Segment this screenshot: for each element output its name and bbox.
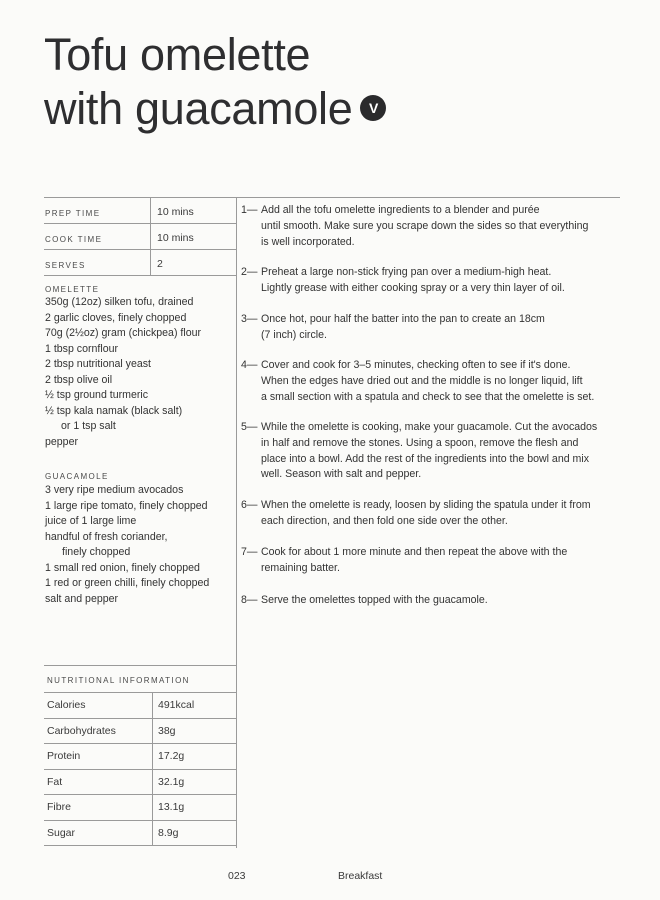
list-item: juice of 1 large lime — [45, 515, 137, 527]
method-step-5 — [241, 420, 621, 483]
nutrition-protein-value: 17.2g — [158, 750, 185, 762]
step-line: Cook for about 1 more minute and then repeat the above with the — [261, 546, 568, 558]
step-line: Add all the tofu omelette ingredients to a blender and purée — [261, 204, 540, 216]
step-line: Lightly grease with either cooking spray or a very thin layer of oil. — [261, 281, 565, 294]
step-line: Once hot, pour half the batter into the pan to create an 18cm — [261, 313, 545, 325]
step-line: When the omelette is ready, loosen by sliding the spatula under it from — [261, 499, 591, 511]
title-line-1: Tofu omelette — [44, 29, 311, 80]
method-step-2 — [241, 265, 621, 297]
list-item: 1 tbsp cornflour — [45, 342, 119, 355]
meta-prep-value: 10 mins — [157, 206, 194, 218]
step-number: 8— — [241, 594, 258, 606]
step-line: remaining batter. — [261, 561, 340, 574]
list-item: 1 large ripe tomato, finely chopped — [45, 499, 208, 512]
list-item: 1 small red onion, finely chopped — [45, 561, 200, 574]
step-number: 4— — [241, 359, 258, 371]
meta-serves-value: 2 — [157, 258, 163, 270]
meta-rule-3 — [44, 275, 236, 276]
list-item: handful of fresh coriander, — [45, 530, 168, 543]
nutrition-carbs-label: Carbohydrates — [47, 725, 116, 737]
nutrition-calories-value: 491kcal — [158, 699, 195, 711]
meta-rule-2 — [44, 249, 236, 250]
nutrition-label: NUTRITIONAL INFORMATION — [47, 676, 190, 685]
list-item: 2 tbsp olive oil — [45, 373, 113, 386]
method-step-4 — [241, 358, 621, 405]
nutrition-rule-6 — [44, 820, 236, 821]
method-step-1 — [241, 203, 621, 250]
method-step-7 — [241, 545, 621, 577]
nutrition-calories-label: Calories — [47, 699, 86, 711]
nutrition-rule-3 — [44, 743, 236, 744]
method-step-3 — [241, 312, 621, 344]
step-line: until smooth. Make sure you scrape down the sides so that everything — [261, 219, 589, 232]
nutrition-divider — [152, 693, 153, 846]
nutrition-protein-label: Protein — [47, 750, 81, 762]
list-item: pepper — [45, 435, 78, 448]
step-line: in half and remove the stones. Using a spoon, remove the flesh and — [261, 436, 579, 449]
meta-cook-value: 10 mins — [157, 232, 194, 244]
step-line: While the omelette is cooking, make your guacamole. Cut the avocados — [261, 421, 598, 433]
method-step-6 — [241, 498, 621, 530]
nutrition-carbs-value: 38g — [158, 725, 176, 737]
top-rule — [44, 197, 620, 198]
nutrition-rule-1 — [44, 692, 236, 693]
step-line: Preheat a large non-stick frying pan over a medium-high heat. — [261, 266, 552, 278]
nutrition-sugar-value: 8.9g — [158, 827, 179, 839]
nutrition-sugar-label: Sugar — [47, 827, 76, 839]
list-item: ½ tsp ground turmeric — [45, 389, 149, 401]
step-line: is well incorporated. — [261, 235, 355, 248]
step-line: well. Season with salt and pepper. — [261, 468, 422, 481]
nutrition-fibre-value: 13.1g — [158, 801, 185, 813]
step-number: 2— — [241, 266, 258, 278]
omelette-label: OMELETTE — [45, 285, 100, 294]
step-line: Serve the omelettes topped with the guacamole. — [261, 594, 488, 606]
column-divider — [236, 198, 237, 848]
list-item: salt and pepper — [45, 592, 119, 605]
step-number: 3— — [241, 313, 258, 325]
nutrition-rule-7 — [44, 845, 236, 846]
step-line: a small section with a spatula and check to see that the omelette is set. — [261, 390, 595, 403]
list-item: 70g (2½oz) gram (chickpea) flour — [45, 327, 202, 339]
method-step-8 — [241, 593, 621, 609]
nutrition-fibre-label: Fibre — [47, 801, 71, 813]
nutrition-rule-4 — [44, 769, 236, 770]
list-item: 2 garlic cloves, finely chopped — [45, 311, 187, 324]
nutrition-rule-2 — [44, 718, 236, 719]
nutrition-fat-value: 32.1g — [158, 776, 185, 788]
list-item: 1 red or green chilli, finely chopped — [45, 577, 210, 589]
meta-prep-label: PREP TIME — [45, 209, 101, 218]
meta-rule-1 — [44, 223, 236, 224]
step-line: (7 inch) circle. — [261, 328, 327, 341]
page-title — [44, 28, 386, 136]
step-number: 1— — [241, 204, 258, 216]
step-number: 6— — [241, 499, 258, 511]
list-item: 3 very ripe medium avocados — [45, 484, 184, 496]
step-number: 5— — [241, 421, 258, 433]
page-number: 023 — [228, 870, 246, 882]
section-name: Breakfast — [338, 870, 383, 882]
meta-divider — [150, 198, 151, 276]
list-item: 2 tbsp nutritional yeast — [45, 358, 151, 370]
list-item: or 1 tsp salt — [61, 420, 116, 432]
step-number: 7— — [241, 546, 258, 558]
nutrition-fat-label: Fat — [47, 776, 63, 788]
nutrition-rule-top — [44, 665, 236, 666]
list-item: ½ tsp kala namak (black salt) — [45, 404, 183, 417]
nutrition-rule-5 — [44, 794, 236, 795]
omelette-ingredients — [45, 295, 235, 450]
list-item: 350g (12oz) silken tofu, drained — [45, 296, 194, 308]
title-line-2: with guacamole — [44, 83, 353, 134]
vegan-badge-icon: V — [360, 95, 386, 121]
meta-serves-label: SERVES — [45, 261, 86, 270]
step-line: place into a bowl. Add the rest of the ingredients into the bowl and mix — [261, 452, 590, 465]
meta-cook-label: COOK TIME — [45, 235, 103, 244]
guacamole-label: GUACAMOLE — [45, 472, 109, 481]
list-item: finely chopped — [62, 546, 131, 558]
step-line: each direction, and then fold one side over the other. — [261, 514, 508, 527]
guacamole-ingredients — [45, 483, 235, 607]
step-line: Cover and cook for 3–5 minutes, checking often to see if it's done. — [261, 359, 571, 371]
step-line: When the edges have dried out and the middle is no longer liquid, lift — [261, 374, 583, 387]
